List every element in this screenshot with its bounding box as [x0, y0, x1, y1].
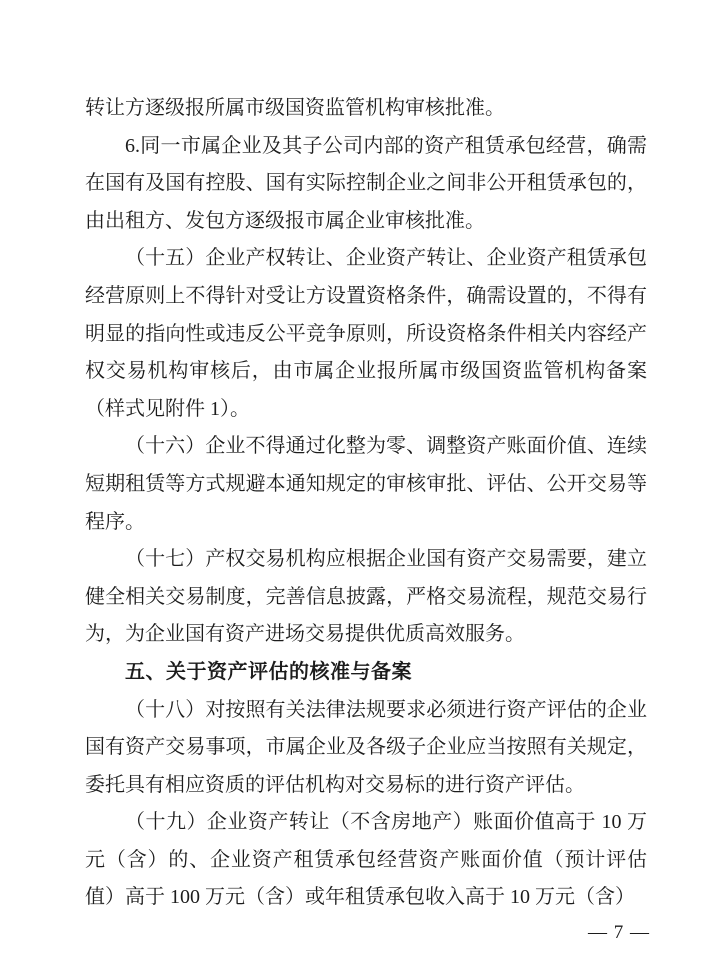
document-body — [85, 90, 647, 917]
paragraph: （十六）企业不得通过化整为零、调整资产账面价值、连续短期租赁等方式规避本通知规定的审核审批、评估、公开交易等程序。 — [85, 435, 647, 533]
paragraph: 6.同一市属企业及其子公司内部的资产租赁承包经营，确需在国有及国有控股、国有实际控制企业之间非公开租赁承包的，由出租方、发包方逐级报市属企业审核批准。 — [85, 134, 647, 232]
paragraph: 转让方逐级报所属市级国资监管机构审核批准。 — [85, 97, 505, 119]
paragraph: （十七）产权交易机构应根据企业国有资产交易需要，建立健全相关交易制度，完善信息披露，严格交易流程，规范交易行为，为企业国有资产进场交易提供优质高效服务。 — [85, 548, 647, 646]
page-number: — 7 — — [588, 922, 650, 943]
section-heading: 五、关于资产评估的核准与备案 — [125, 660, 412, 683]
paragraph: （十八）对按照有关法律法规要求必须进行资产评估的企业国有资产交易事项，市属企业及各级子企业应当按照有关规定，委托具有相应资质的评估机构对交易标的进行资产评估。 — [85, 698, 647, 796]
paragraph: （十五）企业产权转让、企业资产转让、企业资产租赁承包经营原则上不得针对受让方设置资格条件，确需设置的，不得有明显的指向性或违反公平竞争原则，所设资格条件相关内容经产权交易机构审核后，由市属企业报所属市级国资监管机构备案（样式见附件 1）。 — [85, 247, 647, 420]
paragraph: （十九）企业资产转让（不含房地产）账面价值高于 10 万元（含）的、企业资产租赁承包经营资产账面价值（预计评估值）高于 100 万元（含）或年租赁承包收入高于 10 万元（含） — [85, 811, 647, 909]
